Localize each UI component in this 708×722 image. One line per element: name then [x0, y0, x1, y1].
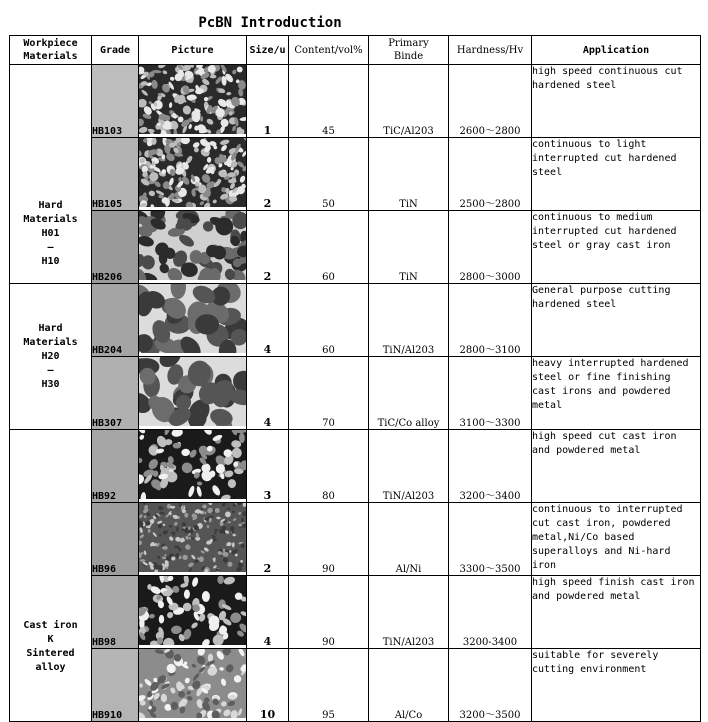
- application-cell: General purpose cutting hardened steel: [532, 284, 701, 357]
- grade-cell: HB307: [92, 357, 139, 430]
- header-hardness: Hardness/Hv: [449, 36, 532, 65]
- table-row: [10, 138, 701, 211]
- content-cell: 95: [289, 649, 369, 722]
- content-cell: 60: [289, 211, 369, 284]
- size-cell: 4: [247, 576, 289, 649]
- table-row: [10, 357, 701, 430]
- application-cell: continuous to interrupted cut cast iron, powdered metal,Ni/Co based superalloys and Ni-hard iron: [532, 503, 701, 576]
- size-cell: 1: [247, 65, 289, 138]
- hardness-cell: 3200-3400: [449, 576, 532, 649]
- binder-cell: TiN: [369, 138, 449, 211]
- size-cell: 4: [247, 284, 289, 357]
- binder-cell: Al/Ni: [369, 503, 449, 576]
- size-cell: 10: [247, 649, 289, 722]
- grade-cell: HB204: [92, 284, 139, 357]
- table-row: [10, 65, 701, 138]
- microstructure-picture: [139, 284, 247, 357]
- grade-cell: HB96: [92, 503, 139, 576]
- header-size: Size/u: [247, 36, 289, 65]
- microstructure-picture: [139, 576, 247, 649]
- microstructure-picture: [139, 211, 247, 284]
- microstructure-picture: [139, 65, 247, 138]
- content-cell: 80: [289, 430, 369, 503]
- hardness-cell: 3300～3500: [449, 503, 532, 576]
- application-cell: suitable for severely cutting environment: [532, 649, 701, 722]
- size-cell: 2: [247, 138, 289, 211]
- hardness-cell: 2800～3100: [449, 284, 532, 357]
- hardness-cell: 3100～3300: [449, 357, 532, 430]
- header-binder: Primary Binde: [369, 36, 449, 65]
- application-cell: continuous to medium interrupted cut hardened steel or gray cast iron: [532, 211, 701, 284]
- header-workpiece: Workpiece Materials: [10, 36, 92, 65]
- grade-cell: HB105: [92, 138, 139, 211]
- content-cell: 60: [289, 284, 369, 357]
- application-cell: heavy interrupted hardened steel or fine finishing cast irons and powdered metal: [532, 357, 701, 430]
- microstructure-picture: [139, 430, 247, 503]
- table-row: [10, 430, 701, 503]
- page-title: PcBN Introduction: [198, 15, 342, 31]
- binder-cell: TiN/Al203: [369, 430, 449, 503]
- application-cell: high speed finish cast iron and powdered metal: [532, 576, 701, 649]
- grade-cell: HB98: [92, 576, 139, 649]
- size-cell: 4: [247, 357, 289, 430]
- binder-cell: TiN: [369, 211, 449, 284]
- application-cell: high speed continuous cut hardened steel: [532, 65, 701, 138]
- hardness-cell: 3200～3400: [449, 430, 532, 503]
- binder-cell: TiN/Al203: [369, 576, 449, 649]
- header-picture: Picture: [139, 36, 247, 65]
- table-row: [10, 284, 701, 357]
- grade-cell: HB206: [92, 211, 139, 284]
- content-cell: 50: [289, 138, 369, 211]
- table-row: [10, 649, 701, 722]
- grade-cell: HB103: [92, 65, 139, 138]
- binder-cell: TiC/Co alloy: [369, 357, 449, 430]
- application-cell: high speed cut cast iron and powdered metal: [532, 430, 701, 503]
- application-cell: continuous to light interrupted cut hardened steel: [532, 138, 701, 211]
- hardness-cell: 2600～2800: [449, 65, 532, 138]
- microstructure-picture: [139, 138, 247, 211]
- workpiece-group: Hard Materials H01 – H10: [10, 65, 92, 284]
- header-grade: Grade: [92, 36, 139, 65]
- size-cell: 2: [247, 503, 289, 576]
- header-content: Content/vol%: [289, 36, 369, 65]
- hardness-cell: 2800～3000: [449, 211, 532, 284]
- table-row: [10, 211, 701, 284]
- microstructure-picture: [139, 649, 247, 722]
- header-row: [10, 36, 701, 65]
- grade-cell: HB92: [92, 430, 139, 503]
- hardness-cell: 2500～2800: [449, 138, 532, 211]
- grade-cell: HB910: [92, 649, 139, 722]
- workpiece-group: Hard Materials H20 – H30: [10, 284, 92, 430]
- binder-cell: Al/Co: [369, 649, 449, 722]
- content-cell: 90: [289, 576, 369, 649]
- header-application: Application: [532, 36, 701, 65]
- content-cell: 45: [289, 65, 369, 138]
- content-cell: 70: [289, 357, 369, 430]
- pcbn-table: [9, 35, 701, 722]
- workpiece-group: Cast iron K Sintered alloy: [10, 430, 92, 722]
- hardness-cell: 3200～3500: [449, 649, 532, 722]
- microstructure-picture: [139, 503, 247, 576]
- binder-cell: TiN/Al203: [369, 284, 449, 357]
- content-cell: 90: [289, 503, 369, 576]
- microstructure-picture: [139, 357, 247, 430]
- table-row: [10, 576, 701, 649]
- size-cell: 3: [247, 430, 289, 503]
- table-row: [10, 503, 701, 576]
- binder-cell: TiC/Al203: [369, 65, 449, 138]
- size-cell: 2: [247, 211, 289, 284]
